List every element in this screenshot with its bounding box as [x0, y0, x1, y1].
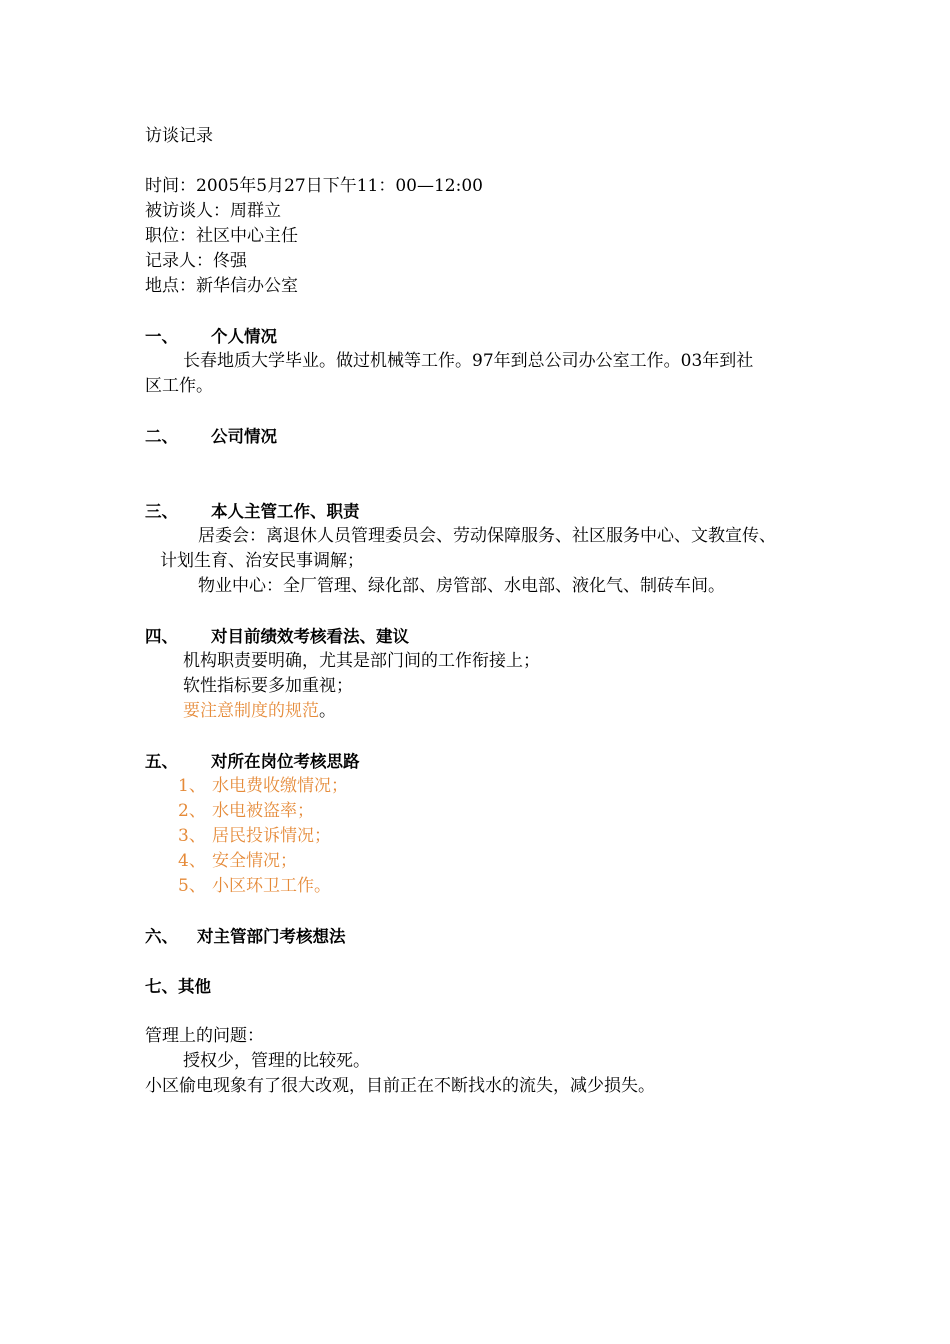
section-6-title: 对主管部门考核想法: [197, 927, 346, 946]
section-5-heading: [145, 749, 360, 774]
document-title: 访谈记录: [145, 126, 213, 146]
meta-interviewee: 被访谈人：周群立: [145, 201, 281, 221]
list-item: [178, 824, 331, 849]
list-item: [178, 774, 348, 799]
section-1-number: 一、: [145, 327, 178, 346]
section-3-line-1: 居委会：离退休人员管理委员会、劳动保障服务、社区服务中心、文教宣传、: [198, 526, 776, 546]
section-4-number: 四、: [145, 627, 178, 646]
section-5-title: 对所在岗位考核思路: [211, 752, 360, 771]
section-2-title: 公司情况: [211, 427, 277, 446]
section-1-heading: [145, 324, 277, 349]
list-item: [178, 874, 331, 899]
section-6-number: 六、: [145, 927, 178, 946]
section-1-title: 个人情况: [211, 327, 277, 346]
meta-recorder: 记录人：佟强: [145, 251, 247, 271]
list-item-number: 5、: [178, 876, 206, 896]
list-item-number: 4、: [178, 851, 206, 871]
list-item: [178, 799, 314, 824]
meta-time: 时间：2005年5月27日下午11：00—12:00: [145, 176, 483, 196]
section-4-line-1: 机构职责要明确，尤其是部门间的工作衔接上；: [183, 651, 540, 671]
meta-location: 地点：新华信办公室: [145, 276, 298, 296]
section-7-heading: 七、其他: [145, 977, 211, 996]
section-4-highlight: 要注意制度的规范: [183, 701, 319, 721]
closing-line-1: 授权少，管理的比较死。: [183, 1051, 370, 1071]
section-3-number: 三、: [145, 502, 178, 521]
meta-position: 职位：社区中心主任: [145, 226, 298, 246]
list-item-text: 水电被盗率；: [212, 801, 314, 821]
list-item-text: 安全情况；: [212, 851, 297, 871]
list-item-number: 3、: [178, 826, 206, 846]
closing-line-2: 小区偷电现象有了很大改观，目前正在不断找水的流失，减少损失。: [145, 1076, 655, 1096]
section-3-line-2: 计划生育、治安民事调解；: [160, 551, 364, 571]
list-item-text: 水电费收缴情况；: [212, 776, 348, 796]
section-4-title: 对目前绩效考核看法、建议: [211, 627, 409, 646]
section-3-line-3: 物业中心：全厂管理、绿化部、房管部、水电部、液化气、制砖车间。: [198, 576, 725, 596]
section-4-line-3: [183, 699, 336, 724]
section-3-title: 本人主管工作、职责: [211, 502, 360, 521]
section-2-heading: [145, 424, 277, 449]
section-4-heading: [145, 624, 409, 649]
list-item: [178, 849, 297, 874]
section-6-heading: [145, 924, 346, 949]
list-item-text: 居民投诉情况；: [212, 826, 331, 846]
list-item-number: 2、: [178, 801, 206, 821]
section-1-line-2: 区工作。: [145, 376, 213, 396]
section-2-number: 二、: [145, 427, 178, 446]
section-5-number: 五、: [145, 752, 178, 771]
section-3-heading: [145, 499, 360, 524]
section-4-highlight-end: 。: [319, 701, 336, 721]
section-4-line-2: 软性指标要多加重视；: [183, 676, 353, 696]
section-1-line-1: 长春地质大学毕业。做过机械等工作。97年到总公司办公室工作。03年到社: [183, 351, 754, 371]
closing-label: 管理上的问题：: [145, 1026, 264, 1046]
list-item-text: 小区环卫工作。: [212, 876, 331, 896]
list-item-number: 1、: [178, 776, 206, 796]
